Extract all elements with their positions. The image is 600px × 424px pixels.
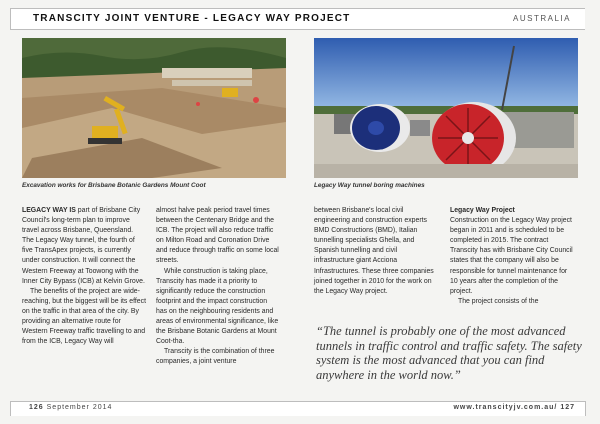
paragraph: almost halve peak period travel times between the Centenary Bridge and the ICB. The project will also reduce traffic on Milton Road and Coronation Drive and reduce through traffic on some local streets. [156, 207, 279, 265]
issue-date: September 2014 [46, 404, 113, 411]
header-title: TRANSCITY JOINT VENTURE - LEGACY WAY PROJECT [33, 13, 351, 24]
paragraph: between Brisbane's local civil engineering and construction experts BMD Constructions (BMD), Italian tunnelling specialists Ghella, and Spanish tunnelling and civil infrastructure giant Acciona Infrastructures. These three companies joined together in 2010 for the work on the Legacy Way project. [314, 207, 434, 295]
pull-quote: “The tunnel is probably one of the most advanced tunnels in traffic control and traffic safety. The safety system is the most advanced that you can find anywhere in the world now.” [316, 324, 582, 382]
page-number-right: 127 [560, 404, 575, 411]
tbm-photo [314, 38, 578, 178]
paragraph: Construction on the Legacy Way project began in 2011 and is scheduled to be completed in 2015. The contract Transcity has with Brisbane City Council states that the company will also be responsible for tunnel maintenance for 10 years after the completion of the project. [450, 217, 573, 295]
paragraph: Transcity is the combination of three companies, a joint venture [156, 348, 275, 366]
article-column-4 [450, 206, 574, 307]
paragraph [22, 206, 146, 287]
section-heading: Legacy Way Project [450, 207, 515, 214]
paragraph: The benefits of the project are wide-reaching, but the biggest will be its effect on the traffic in that area of the city. By providing an alternative route for Western Freeway traffic travelling to and from the ICB, Legacy Way will [22, 287, 146, 346]
left-photo-caption: Excavation works for Brisbane Botanic Gardens Mount Coot [22, 182, 206, 189]
footer-left [29, 404, 112, 411]
lead-in: LEGACY WAY IS [22, 207, 76, 214]
excavation-photo [22, 38, 286, 178]
article-column-1 [22, 206, 146, 347]
paragraph: While construction is taking place, Transcity has made it a priority to significantly reduce the construction footprint and the impact construction has on the neighbouring residents and areas of environmental significance, like the Brisbane Botanic Gardens at Mount Coot-tha. [156, 267, 279, 346]
article-column-3 [314, 206, 438, 297]
right-photo-caption: Legacy Way tunnel boring machines [314, 182, 425, 189]
page-number-left: 126 [29, 404, 44, 411]
paragraph: The project consists of the [458, 297, 539, 305]
website-link[interactable]: www.transcityjv.com.au/ [453, 404, 558, 411]
page-footer [10, 401, 586, 416]
paragraph-text: part of Brisbane City Council's long-term plan to improve travel across Brisbane, Queensland. The Legacy Way tunnel, the fourth of five TransApex projects, is currently under construction. It will connect the Western Freeway at Toowong with the Inner City Bypass (ICB) at Kelvin Grove. [22, 207, 145, 285]
article-column-2 [156, 206, 280, 368]
footer-right [453, 404, 575, 411]
page-header [10, 8, 585, 30]
header-region: AUSTRALIA [513, 14, 571, 23]
